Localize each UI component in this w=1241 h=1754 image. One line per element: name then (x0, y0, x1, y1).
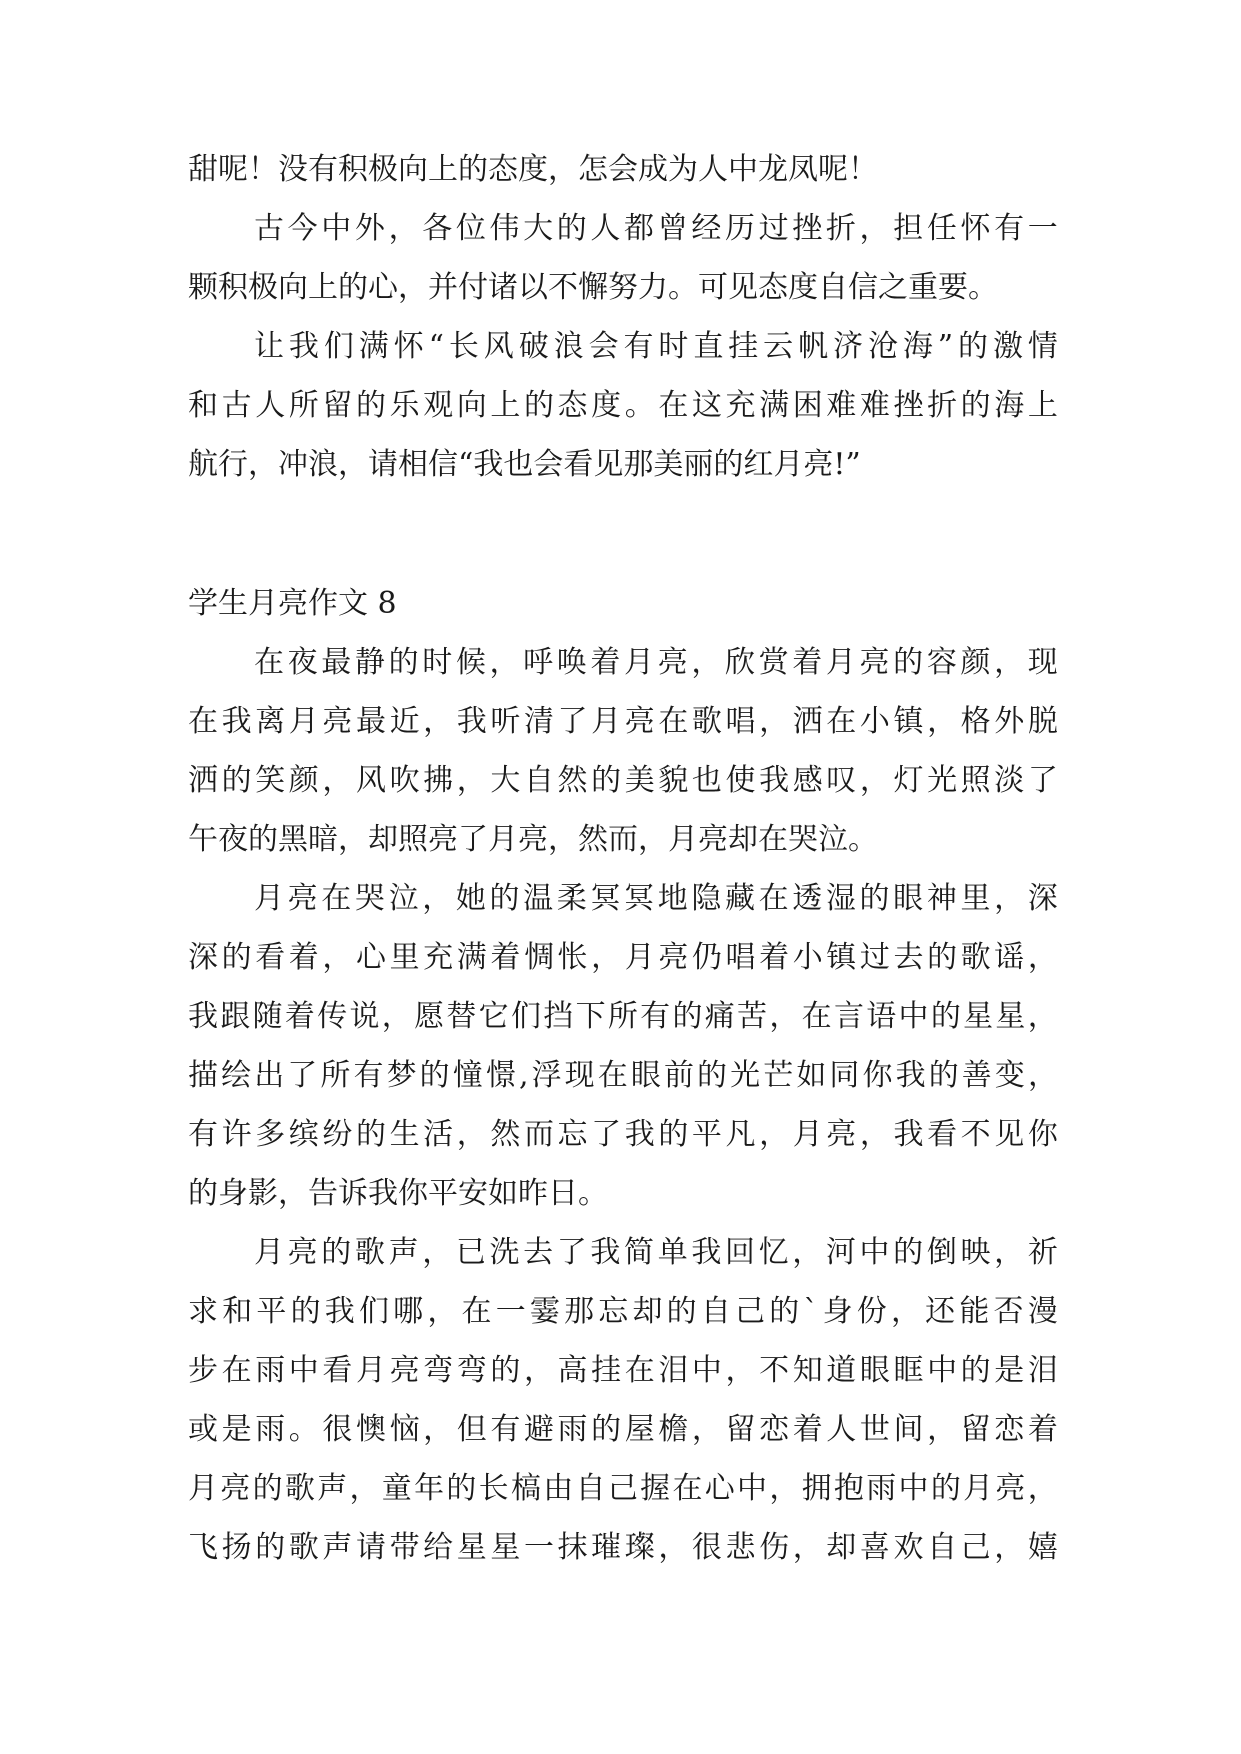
paragraph (188, 199, 1058, 317)
text-line: 飞 扬 的 歌 声 请 带 给 星 星 一 抹 璀 璨 ， 很 悲 伤 ， 却 喜 欢 自 己 ， 嬉 (188, 1530, 1058, 1565)
text-line: 月 亮 的 歌 声 ， 童 年 的 长 槁 由 自 己 握 在 心 中 ， 拥 抱 雨 中 的 月 亮 ， (188, 1471, 1058, 1506)
text-line: 颗积极向上的心，并付诸以不懈努力。可见态度自信之重要。 (188, 270, 998, 305)
text-line: 航行，冲浪，请相信“我也会看见那美丽的红月亮!” (188, 447, 861, 482)
text-line: 月 亮 的 歌 声 ， 已 洗 去 了 我 简 单 我 回 忆 ， 河 中 的 倒 映 ， 祈 (254, 1235, 1058, 1270)
text-line: 古 今 中 外 ， 各 位 伟 大 的 人 都 曾 经 历 过 挫 折 ， 担 任 怀 有 一 (254, 211, 1058, 246)
text-line: 在 夜 最 静 的 时 候 ， 呼 唤 着 月 亮 ， 欣 赏 着 月 亮 的 容 颜 ， 现 (254, 645, 1058, 680)
text-line: 午夜的黑暗，却照亮了月亮，然而，月亮却在哭泣。 (188, 822, 878, 857)
text-line: 或 是 雨 。 很 懊 恼 ， 但 有 避 雨 的 屋 檐 ， 留 恋 着 人 世 间 ， 留 恋 着 (188, 1412, 1058, 1447)
text-line: 甜呢！没有积极向上的态度，怎会成为人中龙凤呢！ (188, 152, 878, 187)
text-line: 描 绘 出 了 所 有 梦 的 憧 憬 , 浮 现 在 眼 前 的 光 芒 如 同 你 我 的 善 变 ， (188, 1058, 1058, 1093)
text-line: 深 的 看 着 ， 心 里 充 满 着 惆 怅 ， 月 亮 仍 唱 着 小 镇 过 去 的 歌 谣 ， (188, 940, 1058, 975)
text-line: 在 我 离 月 亮 最 近 ， 我 听 清 了 月 亮 在 歌 唱 ， 洒 在 小 镇 ， 格 外 脱 (188, 704, 1058, 739)
text-line: 的身影，告诉我你平安如昨日。 (188, 1176, 608, 1211)
text-line: 月 亮 在 哭 泣 ， 她 的 温 柔 冥 冥 地 隐 藏 在 透 湿 的 眼 神 里 ， 深 (254, 881, 1058, 916)
paragraph (188, 869, 1058, 1223)
paragraph (188, 1223, 1058, 1577)
section-title: 学生月亮作文 8 (188, 586, 397, 621)
paragraph (188, 317, 1058, 494)
text-line: 我 跟 随 着 传 说 ， 愿 替 它 们 挡 下 所 有 的 痛 苦 ， 在 言 语 中 的 星 星 ， (188, 999, 1058, 1034)
text-line: 让 我 们 满 怀 “ 长 风 破 浪 会 有 时 直 挂 云 帆 济 沧 海 ” 的 激 情 (254, 329, 1058, 364)
paragraph-continuation (188, 140, 1058, 199)
text-line: 步 在 雨 中 看 月 亮 弯 弯 的 ， 高 挂 在 泪 中 ， 不 知 道 眼 眶 中 的 是 泪 (188, 1353, 1058, 1388)
text-line: 和 古 人 所 留 的 乐 观 向 上 的 态 度 。 在 这 充 满 困 难 难 挫 折 的 海 上 (188, 388, 1058, 423)
text-line: 洒 的 笑 颜 ， 风 吹 拂 ， 大 自 然 的 美 貌 也 使 我 感 叹 ， 灯 光 照 淡 了 (188, 763, 1058, 798)
text-line: 求 和 平 的 我 们 哪 ， 在 一 霎 那 忘 却 的 自 己 的 ` 身 份 ， 还 能 否 漫 (188, 1294, 1058, 1329)
document-page (188, 140, 1058, 1577)
text-line: 有 许 多 缤 纷 的 生 活 ， 然 而 忘 了 我 的 平 凡 ， 月 亮 ， 我 看 不 见 你 (188, 1117, 1058, 1152)
paragraph (188, 633, 1058, 869)
section-spacer (188, 494, 1058, 574)
